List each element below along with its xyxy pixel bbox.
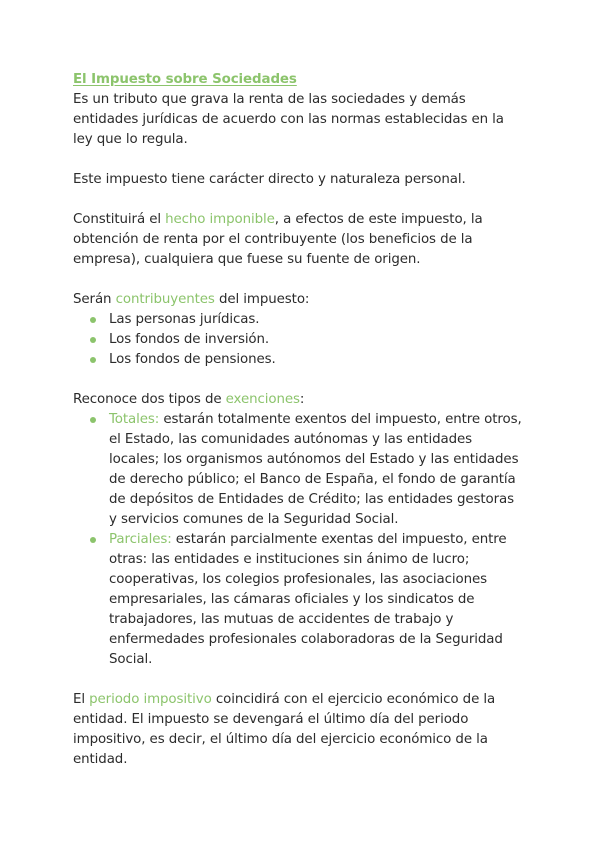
hecho-after: , a efectos de este impuesto, la obtención de renta por el contribuyente (los beneficios de la empresa), cualquiera que fuese su fuente de origen.	[73, 212, 483, 267]
exenciones-after: :	[299, 392, 305, 407]
bullet-icon	[90, 357, 96, 363]
list-item-text: Los fondos de pensiones.	[109, 352, 276, 367]
contribuyentes-paragraph	[73, 290, 523, 310]
exenciones-list	[73, 410, 523, 670]
contribuyentes-term: contribuyentes	[115, 292, 215, 307]
bullet-icon	[90, 317, 96, 323]
document-content	[73, 70, 523, 770]
contribuyentes-list	[73, 310, 523, 370]
list-item	[73, 410, 523, 530]
caracter-paragraph: Este impuesto tiene carácter directo y naturaleza personal.	[73, 172, 466, 187]
document-title: El Impuesto sobre Sociedades	[73, 72, 297, 87]
exenciones-before: Reconoce dos tipos de	[73, 392, 226, 407]
periodo-impositivo-term: periodo impositivo	[89, 692, 212, 707]
periodo-paragraph	[73, 690, 523, 770]
exenciones-paragraph	[73, 390, 523, 410]
list-item-text: Los fondos de inversión.	[109, 332, 270, 347]
list-item	[73, 330, 523, 350]
list-item	[73, 530, 523, 670]
intro-paragraph: Es un tributo que grava la renta de las sociedades y demás entidades jurídicas de acuerdo con las normas establecidas en la ley que lo regula.	[73, 92, 504, 147]
exencion-parciales-text: estarán parcialmente exentas del impuesto, entre otras: las entidades e instituciones sin ánimo de lucro; cooperativas, los colegios profesionales, las asociaciones empresariales, las cámaras oficiales y los sindicatos de trabajadores, las mutuas de accidentes de trabajo y enfermedades profesionales colaboradoras de la Seguridad Social.	[109, 532, 507, 667]
hecho-imponible-term: hecho imponible	[165, 212, 275, 227]
hecho-imponible-paragraph	[73, 210, 523, 270]
exencion-totales-text: estarán totalmente exentos del impuesto, entre otros, el Estado, las comunidades autónomas y las entidades locales; los organismos autónomos del Estado y las entidades de derecho público; el Banco de España, el fondo de garantía de depósitos de Entidades de Crédito; las entidades gestoras y servicios comunes de la Seguridad Social.	[109, 412, 522, 527]
exencion-parciales-term: Parciales:	[109, 532, 172, 547]
bullet-icon	[90, 537, 96, 543]
bullet-icon	[90, 417, 96, 423]
list-item-text: Las personas jurídicas.	[109, 312, 260, 327]
exenciones-term: exenciones	[225, 392, 300, 407]
exencion-totales-term: Totales:	[109, 412, 160, 427]
periodo-before: El	[73, 692, 90, 707]
list-item	[73, 310, 523, 330]
hecho-before: Constituirá el	[73, 212, 166, 227]
periodo-after: coincidirá con el ejercicio económico de la entidad. El impuesto se devengará el último día del periodo impositivo, es decir, el último día del ejercicio económico de la entidad.	[73, 692, 496, 767]
contribuyentes-before: Serán	[73, 292, 116, 307]
list-item	[73, 350, 523, 370]
bullet-icon	[90, 337, 96, 343]
contribuyentes-after: del impuesto:	[214, 292, 310, 307]
